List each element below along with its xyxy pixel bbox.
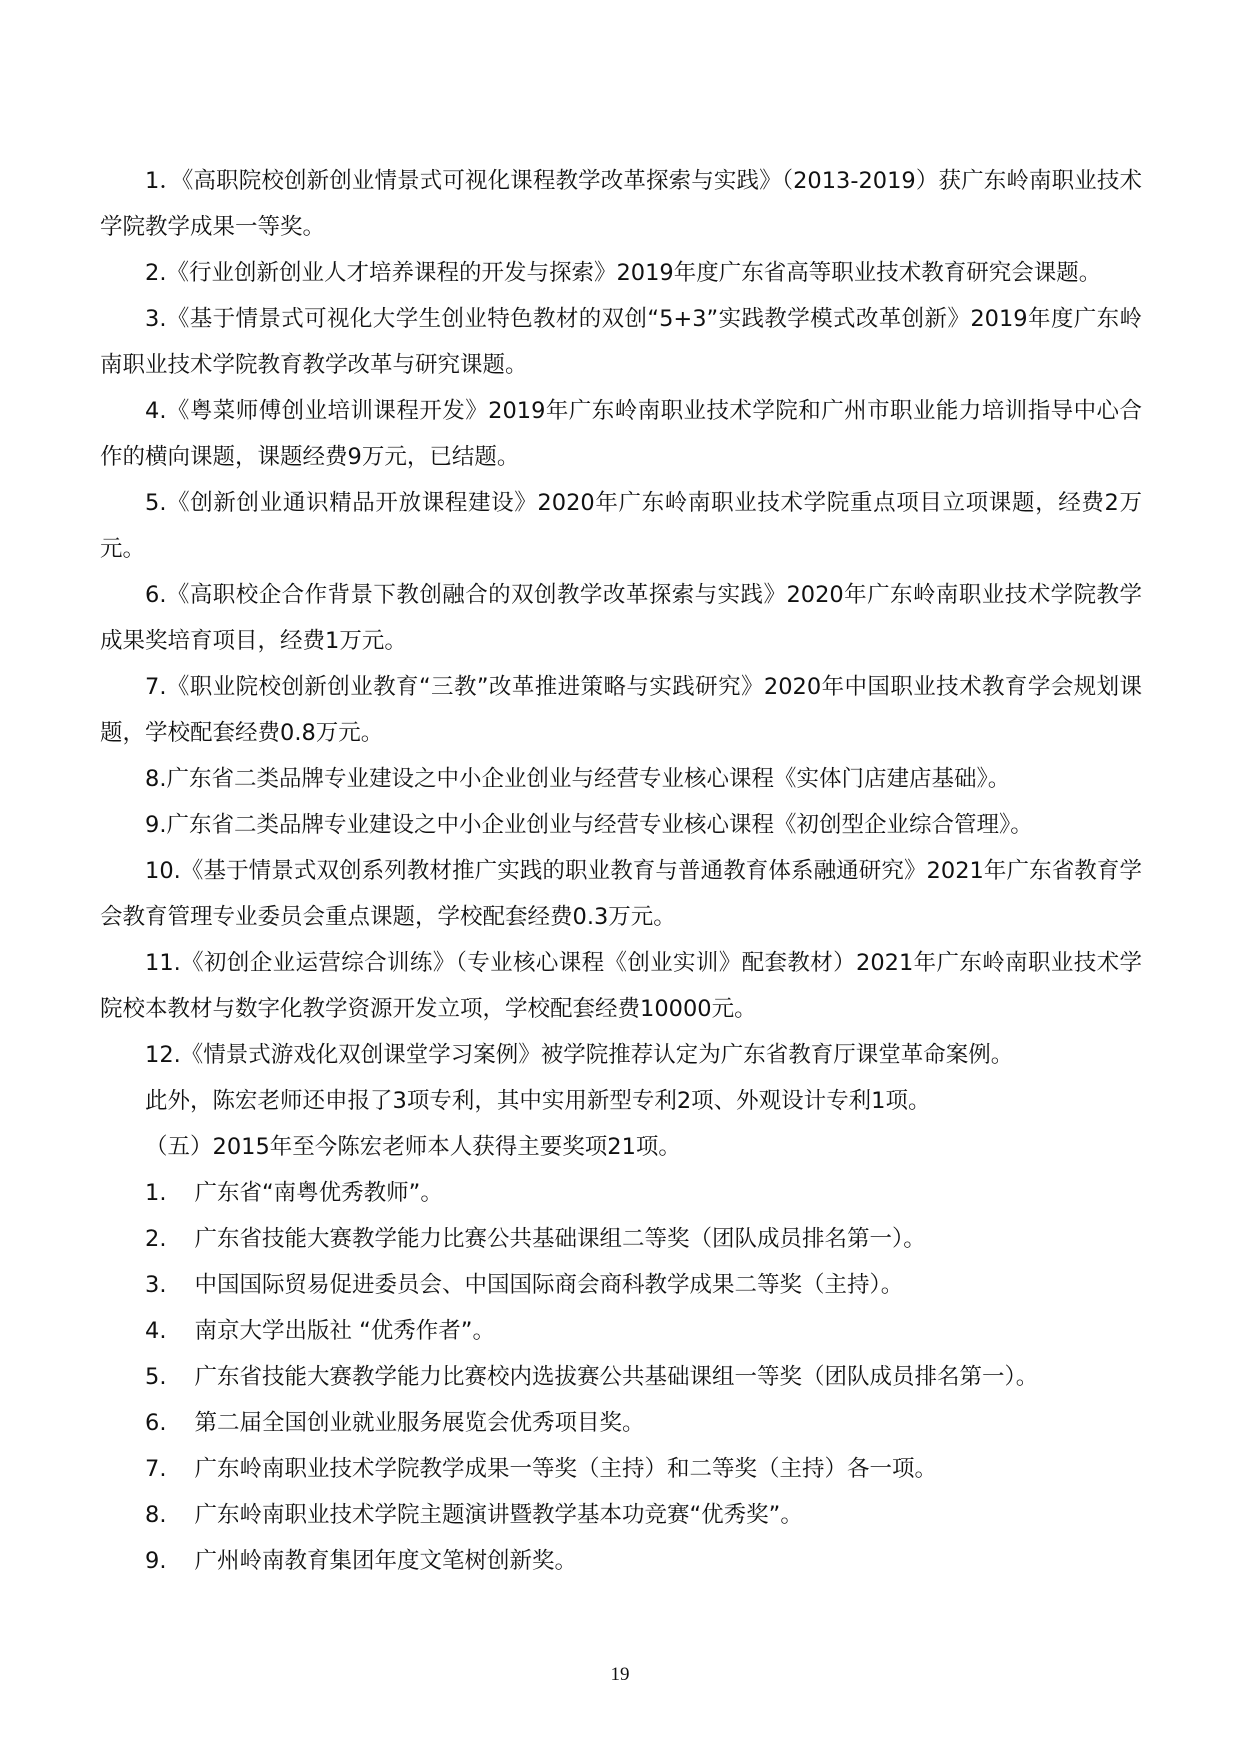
award-item — [100, 1492, 1142, 1538]
item-9: 9.广东省二类品牌专业建设之中小企业创业与经营专业核心课程《初创型企业综合管理》。 — [145, 812, 1033, 838]
item-11: 11.《初创企业运营综合训练》（专业核心课程《创业实训》配套教材）2021年广东岭南职业技术学院校本教材与数字化教学资源开发立项，学校配套经费10000元。 — [100, 950, 1142, 1022]
award-text: 广东省技能大赛教学能力比赛校内选拔赛公共基础课组一等奖（团队成员排名第一）。 — [194, 1364, 1039, 1390]
item-6: 6.《高职校企合作背景下教创融合的双创教学改革探索与实践》2020年广东岭南职业技术学院教学成果奖培育项目，经费1万元。 — [100, 582, 1142, 654]
award-item — [100, 1216, 1142, 1262]
award-text: 广东岭南职业技术学院教学成果一等奖（主持）和二等奖（主持）各一项。 — [194, 1456, 938, 1482]
award-number: 6. — [145, 1410, 167, 1436]
item-2: 2.《行业创新创业人才培养课程的开发与探索》2019年度广东省高等职业技术教育研究会课题。 — [145, 260, 1102, 286]
page-content — [100, 158, 1142, 1584]
item-8: 8.广东省二类品牌专业建设之中小企业创业与经营专业核心课程《实体门店建店基础》。 — [145, 766, 1011, 792]
award-number: 9. — [145, 1548, 167, 1574]
award-number: 2. — [145, 1226, 167, 1252]
award-number: 4. — [145, 1318, 167, 1344]
award-item — [100, 1446, 1142, 1492]
award-item — [100, 1170, 1142, 1216]
award-text: 广东岭南职业技术学院主题演讲暨教学基本功竞赛“优秀奖”。 — [194, 1502, 803, 1528]
award-text: 广东省技能大赛教学能力比赛公共基础课组二等奖（团队成员排名第一）。 — [194, 1226, 926, 1252]
award-item — [100, 1400, 1142, 1446]
award-number: 3. — [145, 1272, 167, 1298]
award-number: 7. — [145, 1456, 167, 1482]
award-item — [100, 1308, 1142, 1354]
page-number: 19 — [610, 1664, 630, 1685]
award-number: 1. — [145, 1180, 167, 1206]
item-7: 7.《职业院校创新创业教育“三教”改革推进策略与实践研究》2020年中国职业技术教育学会规划课题，学校配套经费0.8万元。 — [100, 674, 1142, 746]
item-4: 4.《粤菜师傅创业培训课程开发》2019年广东岭南职业技术学院和广州市职业能力培训指导中心合作的横向课题，课题经费9万元，已结题。 — [100, 398, 1142, 470]
item-12: 12.《情景式游戏化双创课堂学习案例》被学院推荐认定为广东省教育厅课堂革命案例。 — [145, 1042, 1014, 1068]
award-number: 8. — [145, 1502, 167, 1528]
award-text: 广东省“南粤优秀教师”。 — [194, 1180, 443, 1206]
patent-note: 此外，陈宏老师还申报了3项专利，其中实用新型专利2项、外观设计专利1项。 — [145, 1088, 931, 1114]
item-1: 1．《高职院校创新创业情景式可视化课程教学改革探索与实践》（2013-2019）获广东岭南职业技术学院教学成果一等奖。 — [100, 168, 1142, 240]
award-number: 5. — [145, 1364, 167, 1390]
award-text: 第二届全国创业就业服务展览会优秀项目奖。 — [194, 1410, 645, 1436]
award-text: 广州岭南教育集团年度文笔树创新奖。 — [194, 1548, 578, 1574]
award-item — [100, 1354, 1142, 1400]
item-5: 5.《创新创业通识精品开放课程建设》2020年广东岭南职业技术学院重点项目立项课题，经费2万元。 — [100, 490, 1142, 562]
section-heading-awards: （五）2015年至今陈宏老师本人获得主要奖项21项。 — [145, 1134, 681, 1160]
item-3: 3.《基于情景式可视化大学生创业特色教材的双创“5+3”实践教学模式改革创新》2019年度广东岭南职业技术学院教育教学改革与研究课题。 — [100, 306, 1142, 378]
award-item — [100, 1262, 1142, 1308]
award-text: 南京大学出版社 “优秀作者”。 — [194, 1318, 495, 1344]
award-text: 中国国际贸易促进委员会、中国国际商会商科教学成果二等奖（主持）。 — [194, 1272, 904, 1298]
award-item — [100, 1538, 1142, 1584]
item-10: 10.《基于情景式双创系列教材推广实践的职业教育与普通教育体系融通研究》2021年广东省教育学会教育管理专业委员会重点课题，学校配套经费0.3万元。 — [100, 858, 1142, 930]
